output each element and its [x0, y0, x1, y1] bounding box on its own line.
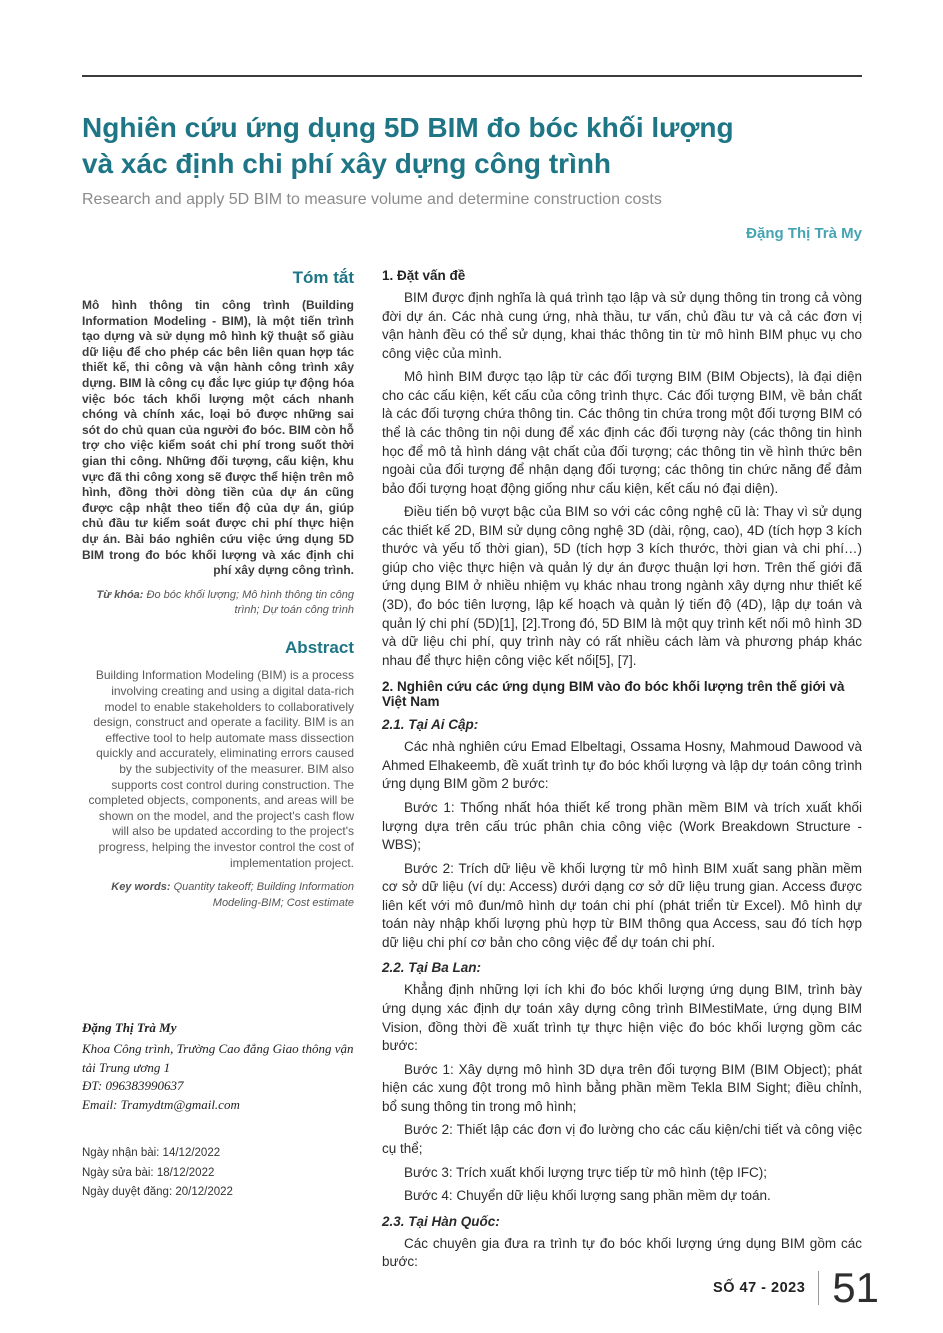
author-info-name: Đặng Thị Trà My	[82, 1019, 177, 1035]
section-2-heading: 2. Nghiên cứu các ứng dụng BIM vào đo bóc khối lượng trên thế giới và Việt Nam	[382, 679, 845, 710]
tukhoa-text: Đo bóc khối lượng; Mô hình thông tin công trình; Dự toán công trình	[146, 588, 354, 617]
section-2-3-paragraph-1: Các chuyên gia đưa ra trình tự đo bóc khối lượng ứng dụng BIM gồm các bước:	[382, 1235, 862, 1270]
section-2-2-paragraph-1: Khẳng định những lợi ích khi đo bóc khối lượng ứng dụng BIM, trình bày ứng dụng xác định dự toán xây dựng công trình BIMestiMate, ứng dụng BIM Vision, đồng thời đề xuất trình tự thực hiện việc đo bóc khối lượng gồm các bước:	[382, 982, 862, 1054]
section-1-heading: 1. Đặt vấn đề	[382, 268, 466, 283]
date-accepted: Ngày duyệt đăng: 20/12/2022	[82, 1186, 233, 1199]
section-1-paragraph-3: Điều tiến bộ vượt bậc của BIM so với các công nghệ cũ là: Thay vì sử dụng các thiết kế 2D, BIM sử dụng công nghệ 3D (dài, rộng, cao), 4D (tích hợp 3 kích thước và yếu tố thời gian), 5D (tích hợp 3 kích thước, thời gian và chi phí…) giúp cho việc thực hiện và quản lý dự án được thuận lợi hơn. Trên thế giới đã ứng dụng BIM ở nhiều nhiệm vụ khác nhau trong ngành xây dựng như thiết kế (3D), đo bóc tiên lượng, lập kế hoạch và quản lý tiến độ (4D), lập dự toán và quản lý chi phí (5D)[1], [2].Trong đó, 5D BIM là một quy trình kết nối mô hình 3D và dữ liệu chi phí, quy trình này có rất nhiều cách làm và phương pháp khác nhau để thực hiện công việc kết nối[5], [7].	[382, 504, 862, 668]
section-2-2-step-1: Bước 1: Xây dựng mô hình 3D dựa trên đối tượng BIM (BIM Object); phát hiện các xung đột trong mô hình bằng phần mềm Tekla BIM Sight; điều chỉnh, bổ sung thông tin trong mô hình;	[382, 1061, 862, 1114]
keywords-text: Quantity takeoff; Building Information Modeling-BIM; Cost estimate	[173, 881, 354, 909]
tukhoa-line	[82, 588, 354, 619]
abstract-heading: Abstract	[285, 638, 354, 658]
top-rule	[82, 75, 862, 77]
article-title-en: Research and apply 5D BIM to measure volume and determine construction costs	[82, 190, 662, 208]
section-2-2-step-2: Bước 2: Thiết lập các đơn vị đo lường cho các cấu kiện/chi tiết và công việc cụ thể;	[382, 1122, 862, 1156]
author-byline: Đặng Thị Trà My	[746, 224, 862, 242]
abstract-text: Building Information Modeling (BIM) is a process involving creating and using a digital data-rich model to enable stakeholders to collaboratively design, construct and operate a facility. BIM is an effective tool to help automate mass dissection quickly and accurately, eliminating errors caused by the subjectivity of the measurer. BIM also supports cost control during construction. The completed objects, components, and areas will be shown on the model, and the project's cash flow will also be updated according to the project's progress, helping the investor control the cost of implementation project.	[88, 668, 354, 870]
author-info-affiliation: Khoa Công trình, Trường Cao đẳng Giao thông vận tải Trung ương 1	[82, 1041, 354, 1075]
section-2-1-paragraph-1: Các nhà nghiên cứu Emad Elbeltagi, Ossama Hosny, Mahmoud Dawood và Ahmed Elhakeemb, đề xuất trình tự đo bóc khối lượng và lập dự toán công trình ứng dụng BIM gồm 2 bước:	[382, 739, 862, 792]
section-2-2-step-4: Bước 4: Chuyển dữ liệu khối lượng sang phần mềm dự toán.	[404, 1188, 771, 1204]
section-2-3-heading: 2.3. Tại Hàn Quốc:	[382, 1213, 500, 1229]
section-2-1-step-2: Bước 2: Trích dữ liệu về khối lượng từ mô hình BIM xuất sang phần mềm cơ sở dữ liệu (ví dụ: Access) dưới dạng cơ sở dữ liệu trung gian. Access được liên kết với mô đun/mô hình dự toán chi phí (phát triển từ Excel). Mô hình dự toán này nhập khối lượng phù hợp từ BIM thông qua Access, sau đó tích hợp dữ liệu chi phí cơ bản cho công việc để dự toán chi phí.	[382, 860, 862, 950]
author-info-phone: ĐT: 096383990637	[82, 1078, 184, 1094]
section-2-1-step-1: Bước 1: Thống nhất hóa thiết kế trong phần mềm BIM và trích xuất khối lượng dựa trên cấu trúc phân chia công việc (Work Breakdown Structure - WBS);	[382, 799, 862, 853]
article-title-vi	[82, 110, 862, 182]
two-column-body	[82, 268, 862, 1277]
section-2-2-step-3: Bước 3: Trích xuất khối lượng trực tiếp từ mô hình (tệp IFC);	[404, 1164, 767, 1180]
section-1-paragraph-1: BIM được định nghĩa là quá trình tạo lập và sử dụng thông tin trong cả vòng đời dự án. Các nhà cung ứng, nhà thầu, tư vấn, chủ đầu tư và cả các đơn vị vận hành đều có thể sử dụng, khai thác thông tin từ mô hình BIM phục vụ cho công việc của mình.	[382, 290, 862, 361]
keywords-line	[82, 880, 354, 911]
page-footer	[713, 1264, 879, 1311]
issue-label: SỐ 47 - 2023	[713, 1280, 806, 1296]
title-line-2: và xác định chi phí xây dựng công trình	[82, 147, 612, 179]
article-header	[82, 110, 862, 242]
section-1-paragraph-2: Mô hình BIM được tạo lập từ các đối tượng BIM (BIM Objects), là đại diện cho các cấu kiện, kết cấu của công trình thực. Các đối tượng BIM, về bản chất là các đối tượng chứa thông tin. Các thông tin chứa trong một đối tượng BIM có thể là các thông tin nội dung để xác định các đối tượng này (các thông tin hình học để mô tả hình dáng vật chất của đối tượng; các thông tin về hình thức bên ngoài của đối tượng để nhận dạng đối tượng; các thông tin chức năng để đảm bảo đối tượng hoạt động giống như cấu kiện, kết cấu nó đại diện).	[382, 369, 862, 496]
sidebar	[82, 268, 354, 1277]
author-info-email: Email: Tramydtm@gmail.com	[82, 1096, 240, 1112]
section-2-1-heading: 2.1. Tại Ai Cập:	[382, 717, 479, 733]
date-revised: Ngày sửa bài: 18/12/2022	[82, 1166, 215, 1179]
keywords-label: Key words:	[111, 881, 171, 894]
tukhoa-label: Từ khóa:	[96, 588, 144, 601]
author-info-block	[82, 1019, 354, 1114]
dates-block	[82, 1144, 354, 1203]
title-line-1: Nghiên cứu ứng dụng 5D BIM đo bóc khối lượng	[82, 112, 734, 143]
section-2-2-heading: 2.2. Tại Ba Lan:	[382, 960, 482, 976]
footer-divider	[818, 1271, 819, 1305]
date-received: Ngày nhận bài: 14/12/2022	[82, 1147, 221, 1160]
article-main	[382, 268, 862, 1277]
tomtat-text: Mô hình thông tin công trình (Building Information Modeling - BIM), là một tiến trình tạo dựng và sử dụng mô hình kỹ thuật số giàu dữ liệu để cho phép các bên liên quan hợp tác thiết kế, thi công và vận hành công trình xây dựng. BIM là công cụ đắc lực giúp tự động hóa việc bóc tách khối lượng một cách nhanh chóng và chính xác, loại bỏ được những sai sót do chủ quan của người đo bóc. BIM còn hỗ trợ cho việc kiểm soát chi phí trong suốt thời gian thi công. Những đối tượng, cấu kiện, khu vực đã thi công xong sẽ được thể hiện trên mô hình, đồng thời dòng tiền của dự án cũng được cập nhật theo tiến độ của dự án, giúp chủ đầu tư kiểm soát được chi phí thực hiện dự án. Bài báo nghiên cứu việc ứng dụng 5D BIM trong đo bóc khối lượng và xác định chi phí xây dựng công trình.	[82, 298, 354, 578]
page-number: 51	[832, 1264, 879, 1311]
tomtat-heading: Tóm tắt	[292, 268, 354, 287]
